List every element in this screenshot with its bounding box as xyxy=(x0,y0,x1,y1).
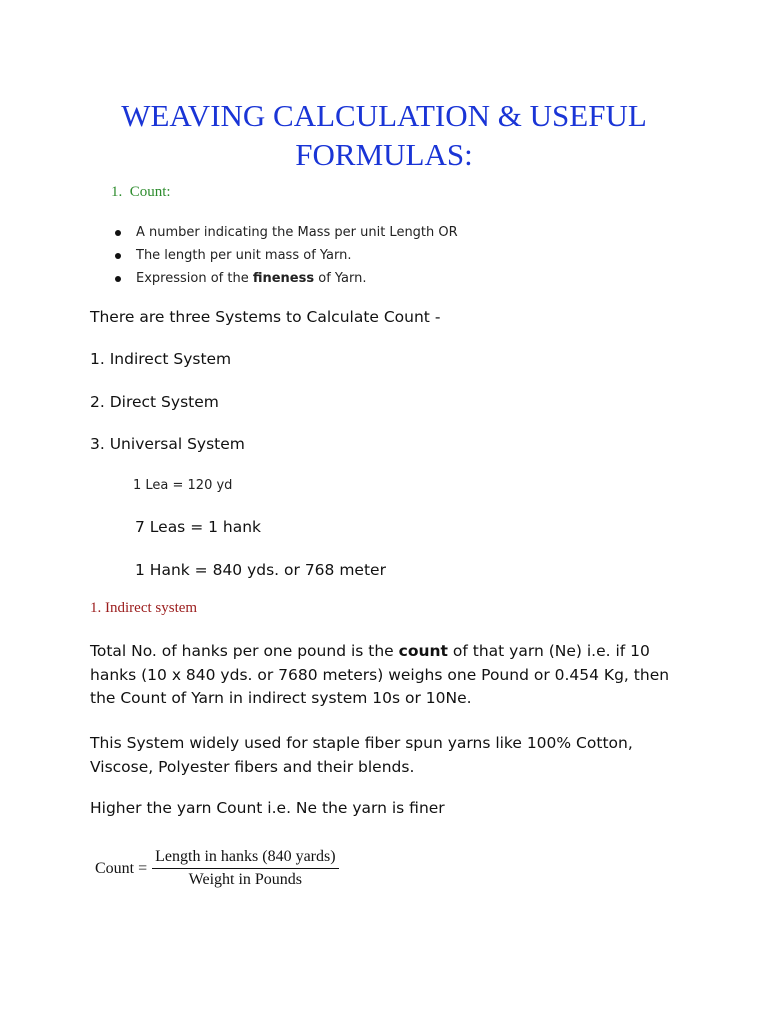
system-item-direct: 2. Direct System xyxy=(90,393,219,411)
count-formula xyxy=(95,848,339,889)
unit-lea: 1 Lea = 120 yd xyxy=(133,478,233,493)
bold-term: fineness xyxy=(252,271,315,286)
system-item-indirect: 1. Indirect System xyxy=(90,350,232,368)
indirect-paragraph-3: Higher the yarn Count i.e. Ne the yarn is finer xyxy=(90,799,445,817)
unit-hank: 1 Hank = 840 yds. or 768 meter xyxy=(135,561,386,579)
indirect-paragraph-2: This System widely used for staple fiber spun yarns like 100% Cotton, Viscose, Polyester fibers and their blends. xyxy=(90,734,633,776)
systems-intro: There are three Systems to Calculate Count - xyxy=(90,308,441,326)
page-title xyxy=(0,96,768,174)
paragraph-text: Total No. of hanks per one pound is the xyxy=(90,642,399,660)
bullet-text: Expression of the xyxy=(136,271,253,286)
formula-numerator: Length in hanks (840 yards) xyxy=(152,848,338,869)
formula-denominator: Weight in Pounds xyxy=(188,871,303,888)
list-item xyxy=(113,269,458,292)
count-bullet-list xyxy=(113,223,458,292)
bullet-text: A number indicating the Mass per unit Length OR xyxy=(136,225,458,240)
bullet-text: of Yarn. xyxy=(314,271,367,286)
list-item xyxy=(113,223,458,246)
bold-term: count xyxy=(398,642,448,660)
indirect-system-heading: 1. Indirect system xyxy=(90,600,198,616)
title-line-1: WEAVING CALCULATION & USEFUL xyxy=(121,98,647,133)
system-item-universal: 3. Universal System xyxy=(90,435,245,453)
bullet-text: The length per unit mass of Yarn. xyxy=(136,248,352,263)
formula-fraction xyxy=(152,848,338,889)
count-heading: 1. Count: xyxy=(111,184,171,200)
unit-leas-hank: 7 Leas = 1 hank xyxy=(135,518,262,536)
title-line-2: FORMULAS: xyxy=(295,137,473,172)
formula-lhs: Count = xyxy=(95,859,148,877)
list-item xyxy=(113,246,458,269)
indirect-paragraph-1 xyxy=(90,640,690,711)
paragraph-text: of that yarn (Ne) i.e. if 10 hanks (10 x 840 yds. or 7680 meters) weighs one Pound or 0.454 Kg, then the Count of Yarn in indirect system 10s or 10Ne. xyxy=(90,642,670,707)
